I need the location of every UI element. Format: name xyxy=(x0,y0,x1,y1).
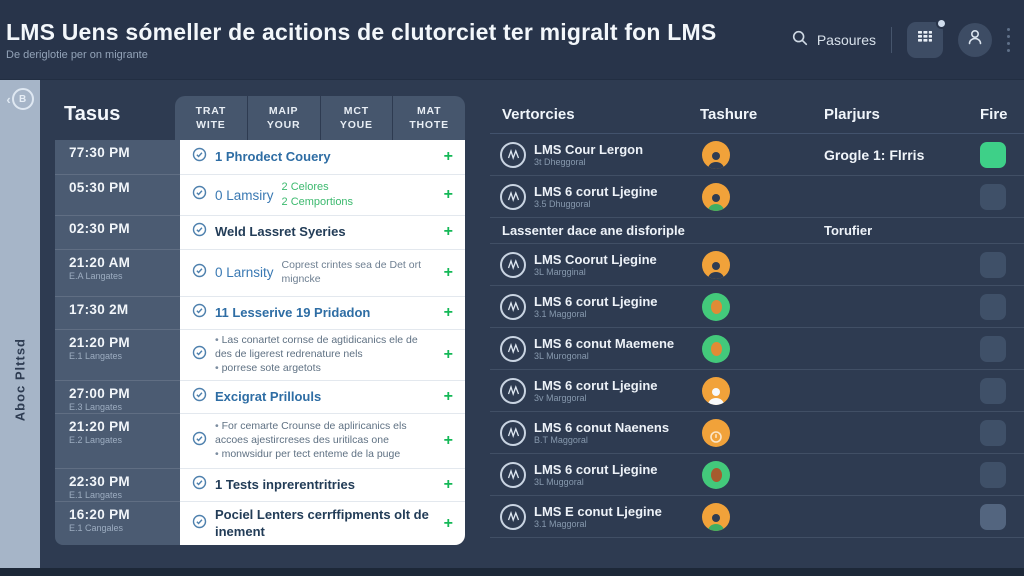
check-circle-icon xyxy=(192,475,207,495)
check-circle-icon xyxy=(192,147,207,167)
page-title xyxy=(6,19,716,46)
rail-badge-icon: B xyxy=(12,88,34,110)
time-label: 05:30 PM xyxy=(69,180,130,196)
course-badge-icon xyxy=(500,184,526,210)
check-circle-icon xyxy=(192,303,207,323)
tab-label: MAIP xyxy=(268,104,299,117)
header-divider xyxy=(891,27,892,53)
entry-title: Excigrat Prillouls xyxy=(215,389,322,404)
tab-label: TRAT xyxy=(195,104,227,117)
section-title: Lassenter dace ane disforiple xyxy=(502,223,685,238)
check-circle-icon xyxy=(192,185,207,205)
schedule-row xyxy=(55,414,465,469)
schedule-tabs xyxy=(175,96,465,140)
count-line: 2 Celores xyxy=(281,181,329,194)
collapse-rail-button[interactable] xyxy=(0,88,40,110)
course-badge-icon xyxy=(500,336,526,362)
course-name: LMS 6 conut Naenens xyxy=(534,420,670,435)
time-cell xyxy=(55,469,180,502)
student-avatar xyxy=(702,293,730,321)
column-header-vertorcies: Vertorcies xyxy=(502,106,575,123)
course-row[interactable] xyxy=(490,286,1024,328)
add-button[interactable]: + xyxy=(443,148,453,166)
status-square[interactable] xyxy=(980,504,1006,530)
page-subtitle: De deriglotie per on migrante xyxy=(6,48,148,61)
schedule-row xyxy=(55,216,465,249)
schedule-entry[interactable] xyxy=(180,140,465,175)
time-cell xyxy=(55,250,180,297)
course-name: LMS 6 corut Ljegine xyxy=(534,462,658,477)
course-plarjurs-text: Grogle 1: Flrris xyxy=(824,146,925,163)
schedule-row xyxy=(55,330,465,381)
time-sublabel: E.2 Langates xyxy=(69,434,123,445)
search-label: Pasoures xyxy=(816,31,876,48)
course-badge-icon xyxy=(500,252,526,278)
course-name: LMS 6 corut Ljegine xyxy=(534,294,658,309)
notification-badge xyxy=(936,18,947,29)
tab-mct-youe[interactable] xyxy=(320,96,393,140)
student-avatar xyxy=(702,377,730,405)
tab-label: YOUR xyxy=(266,119,301,131)
entry-description: Coprest crintes sea de Det ort migncke xyxy=(281,259,422,285)
entry-title: 11 Lesserive 19 Pridadon xyxy=(215,304,371,320)
status-square[interactable] xyxy=(980,252,1006,278)
student-avatar xyxy=(702,141,730,169)
chevron-left-icon: ‹ xyxy=(6,91,11,107)
schedule-entry[interactable] xyxy=(180,414,465,469)
course-badge-icon xyxy=(500,378,526,404)
course-sublabel: 3v Marggoral xyxy=(534,393,587,403)
tab-label: MCT xyxy=(343,104,369,117)
header-actions xyxy=(791,22,1014,58)
add-button[interactable]: + xyxy=(443,263,453,281)
status-square[interactable] xyxy=(980,294,1006,320)
schedule-entry[interactable] xyxy=(180,502,465,545)
course-sublabel: 3L Muggoral xyxy=(534,477,584,487)
course-row[interactable] xyxy=(490,496,1024,538)
student-avatar xyxy=(702,335,730,363)
courses-header-row xyxy=(490,96,1024,134)
course-row[interactable] xyxy=(490,134,1024,176)
time-cell xyxy=(55,140,180,175)
entry-title: 0 Lamsiry xyxy=(215,187,274,203)
schedule-table xyxy=(55,140,465,545)
check-circle-icon xyxy=(192,387,207,407)
course-name: LMS 6 corut Ljegine xyxy=(534,184,658,199)
student-avatar xyxy=(702,419,730,447)
schedule-row xyxy=(55,250,465,297)
tab-maip-your[interactable] xyxy=(247,96,320,140)
course-badge-icon xyxy=(500,420,526,446)
entry-title: 1 Tests inprerentritries xyxy=(215,476,355,492)
page-title-text: Uens sómeller de acitions de clutorciet ter migralt fon LMS xyxy=(61,18,717,45)
course-sublabel: B.T Maggoral xyxy=(534,435,588,445)
section-subtitle: Torufier xyxy=(824,223,873,238)
courses-panel xyxy=(490,96,1024,538)
brand-label: LMS xyxy=(6,18,56,45)
time-sublabel: E.A Langates xyxy=(69,270,123,281)
column-header-plarjurs: Plarjurs xyxy=(824,106,880,123)
bullet-item: • Las conartet cornse de agtidicanics ele de des de ligerest redrenature nels xyxy=(215,334,425,361)
time-label: 16:20 PM xyxy=(69,506,130,522)
add-button[interactable]: + xyxy=(443,303,453,321)
tab-label: THOTE xyxy=(409,119,449,131)
status-square[interactable] xyxy=(980,420,1006,446)
column-header-tashure: Tashure xyxy=(700,106,758,123)
check-circle-icon xyxy=(192,263,207,283)
entry-title: Weld Lassret Syeries xyxy=(215,224,346,240)
header-title-block xyxy=(6,19,716,61)
add-button[interactable]: + xyxy=(443,345,453,363)
check-circle-icon xyxy=(192,345,207,365)
schedule-entry[interactable] xyxy=(180,469,465,502)
add-button[interactable]: + xyxy=(443,186,453,204)
search-icon xyxy=(791,29,809,50)
app-header xyxy=(0,0,1024,80)
schedule-row xyxy=(55,469,465,502)
bullet-item: • porrese sote argetots xyxy=(215,362,425,376)
time-label: 27:00 PM xyxy=(69,385,130,401)
schedule-entry[interactable] xyxy=(180,381,465,414)
student-avatar xyxy=(702,461,730,489)
time-label: 22:30 PM xyxy=(69,473,130,489)
course-badge-icon xyxy=(500,294,526,320)
section-row xyxy=(490,218,1024,244)
add-button[interactable]: + xyxy=(443,387,453,405)
column-header-fire: Fire xyxy=(980,106,1008,123)
bullet-item: • monwsidur per tect enteme de la puge xyxy=(215,448,425,462)
time-sublabel: E.1 Cangales xyxy=(69,522,124,533)
time-cell xyxy=(55,297,180,330)
overflow-dots-icon[interactable] xyxy=(1007,28,1010,52)
grid-table-icon xyxy=(916,28,934,51)
rail-vertical-label: Aboc Plttsd xyxy=(12,338,28,422)
add-button[interactable]: + xyxy=(443,475,453,493)
status-square[interactable] xyxy=(980,378,1006,404)
course-badge-icon xyxy=(500,462,526,488)
add-button[interactable]: + xyxy=(443,431,453,449)
schedule-entry[interactable] xyxy=(180,330,465,381)
time-cell xyxy=(55,175,180,216)
time-label: 21:20 PM xyxy=(69,334,130,350)
course-name: LMS 6 corut Ljegine xyxy=(534,378,658,393)
status-square[interactable] xyxy=(980,142,1006,168)
bullet-item: • For cemarte Crounse de apliricanics els accoes ajestircreses des uritilcas one xyxy=(215,420,425,447)
tab-label: YOUE xyxy=(339,119,373,131)
time-cell xyxy=(55,381,180,414)
schedule-row xyxy=(55,381,465,414)
search-control[interactable] xyxy=(791,29,876,50)
time-sublabel: E.1 Langates xyxy=(69,489,123,500)
user-icon xyxy=(965,27,985,52)
schedule-entry[interactable] xyxy=(180,216,465,249)
schedule-row xyxy=(55,175,465,216)
course-row[interactable] xyxy=(490,244,1024,286)
schedule-entry[interactable] xyxy=(180,297,465,330)
count-line: 2 Cemportions xyxy=(281,196,354,209)
time-label: 02:30 PM xyxy=(69,221,130,237)
entry-bullets xyxy=(215,420,425,461)
schedule-row xyxy=(55,502,465,545)
schedule-title: Tasus xyxy=(64,103,121,125)
entry-counts xyxy=(282,180,354,210)
time-cell xyxy=(55,216,180,249)
course-row[interactable] xyxy=(490,370,1024,412)
apps-grid-button[interactable] xyxy=(907,22,943,58)
course-badge-icon xyxy=(500,142,526,168)
bottom-strip xyxy=(0,568,1024,576)
time-sublabel: E.1 Langates xyxy=(69,350,123,361)
student-avatar xyxy=(702,503,730,531)
time-cell xyxy=(55,330,180,381)
time-label: 77:30 PM xyxy=(69,145,130,160)
tab-trat-wite[interactable] xyxy=(175,96,247,140)
tab-label: MAT xyxy=(416,104,442,117)
time-sublabel: E.3 Langates xyxy=(69,401,123,412)
course-name: LMS 6 conut Maemene xyxy=(534,336,675,351)
user-avatar-button[interactable] xyxy=(958,23,992,57)
course-name: LMS Cour Lergon xyxy=(534,142,644,157)
schedule-row xyxy=(55,140,465,175)
tab-mat-thote[interactable] xyxy=(392,96,465,140)
left-rail xyxy=(0,80,40,576)
course-row[interactable] xyxy=(490,176,1024,218)
student-avatar xyxy=(702,183,730,211)
entry-title: Pociel Lenters cerrffipments olt de inement xyxy=(215,507,429,539)
time-cell xyxy=(55,414,180,469)
schedule-entry[interactable] xyxy=(180,175,465,216)
add-button[interactable]: + xyxy=(443,223,453,241)
entry-title: 0 Larnsity xyxy=(215,265,274,281)
student-avatar xyxy=(702,251,730,279)
course-name: LMS E conut Ljegine xyxy=(534,504,662,519)
course-sublabel: 3t Dheggoral xyxy=(534,157,586,167)
course-row[interactable] xyxy=(490,328,1024,370)
time-cell xyxy=(55,502,180,545)
course-row[interactable] xyxy=(490,454,1024,496)
add-button[interactable]: + xyxy=(443,514,453,532)
status-square[interactable] xyxy=(980,336,1006,362)
time-label: 21:20 AM xyxy=(69,254,131,270)
course-sublabel: 3L Murogonal xyxy=(534,351,589,361)
course-row[interactable] xyxy=(490,412,1024,454)
course-name: LMS Coorut Ljegine xyxy=(534,252,657,267)
course-sublabel: 3L Margginal xyxy=(534,267,586,277)
course-sublabel: 3.1 Maggoral xyxy=(534,519,587,529)
time-label: 21:20 PM xyxy=(69,418,130,434)
status-square[interactable] xyxy=(980,184,1006,210)
tab-label: WITE xyxy=(196,119,226,131)
entry-bullets xyxy=(215,334,425,375)
schedule-row xyxy=(55,297,465,330)
entry-title: 1 Phrodect Couery xyxy=(215,149,331,165)
check-circle-icon xyxy=(192,222,207,242)
check-circle-icon xyxy=(192,514,207,534)
schedule-entry[interactable] xyxy=(180,250,465,297)
course-sublabel: 3.5 Dhuggoral xyxy=(534,199,591,209)
time-label: 17:30 2M xyxy=(69,301,129,317)
course-badge-icon xyxy=(500,504,526,530)
status-square[interactable] xyxy=(980,462,1006,488)
check-circle-icon xyxy=(192,431,207,451)
course-sublabel: 3.1 Maggoral xyxy=(534,309,587,319)
